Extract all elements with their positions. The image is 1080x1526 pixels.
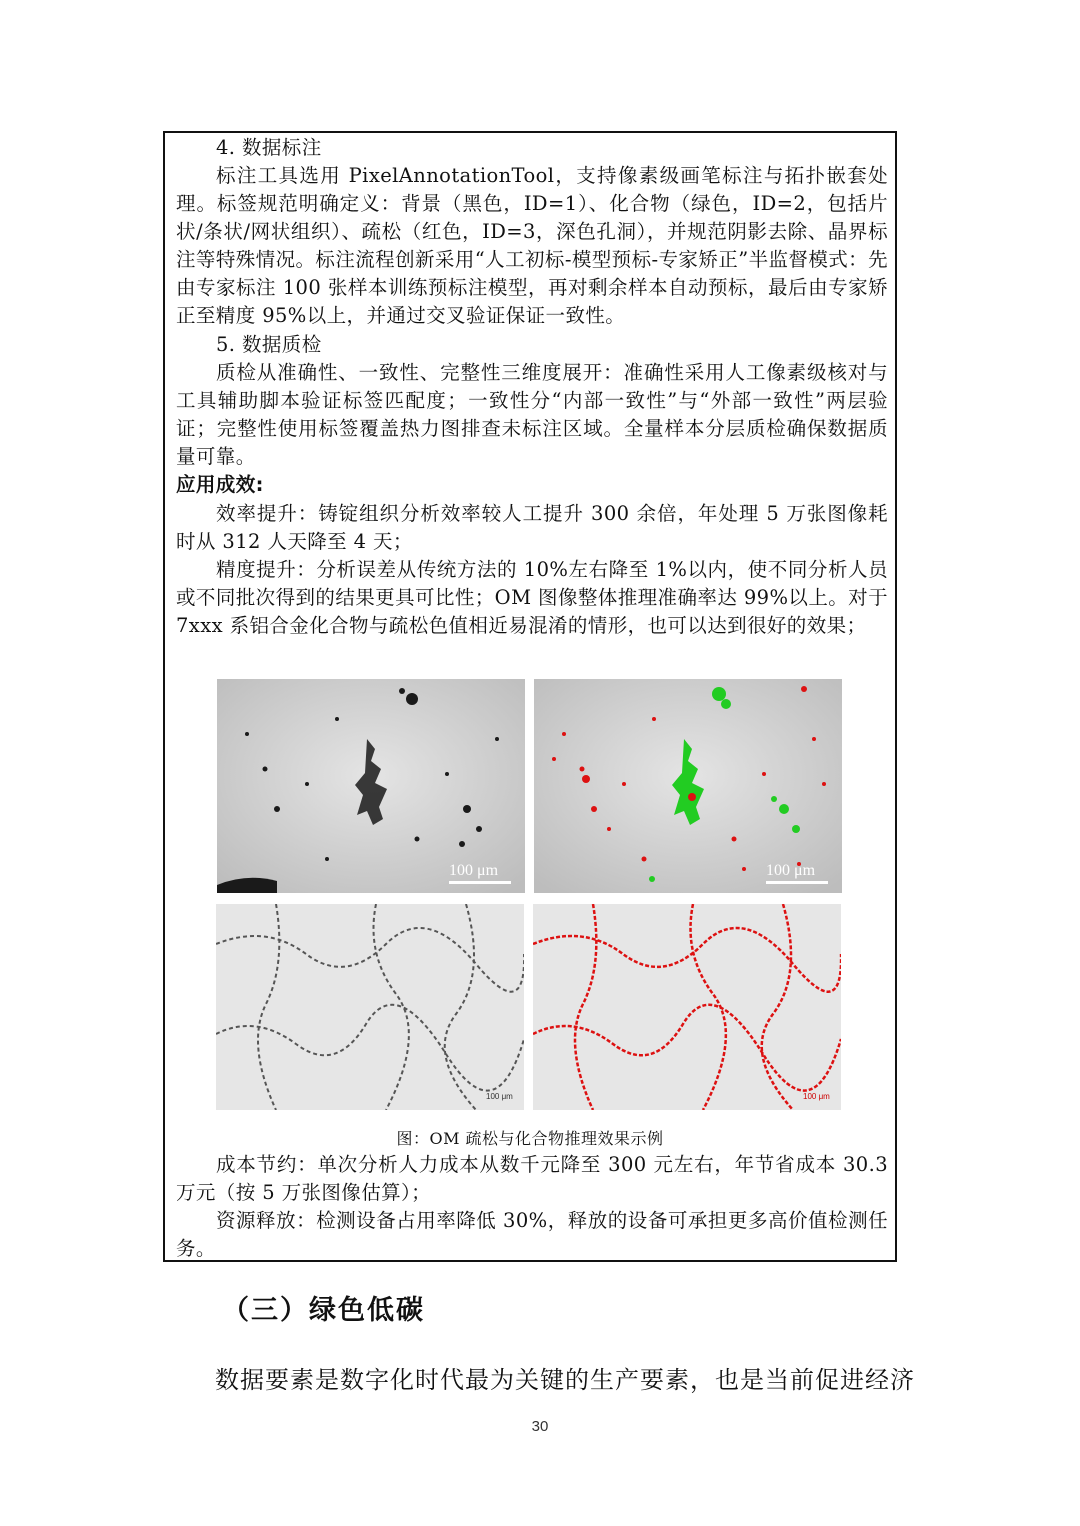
section-title-annotation: 4. 数据标注 [216, 136, 322, 159]
scale-bar [449, 881, 511, 884]
micrograph-porosity-inference [534, 679, 842, 893]
scale-label-bottom-left: 100 μm [486, 1092, 513, 1101]
paragraph-qc: 质检从准确性、一致性、完整性三维度展开：准确性采用人工像素级核对与工具辅助脚本验证标签匹配度；一致性分“内部一致性”与“外部一致性”两层验证；完整性使用标签覆盖热力图排查未标注区域。全量样本分层质检确保数据质量可靠。 [176, 361, 888, 468]
scale-label-top-right: 100 μm [766, 862, 816, 879]
micrograph-compound-original [216, 904, 524, 1110]
body-paragraph: 数据要素是数字化时代最为关键的生产要素，也是当前促进经济 [215, 1366, 915, 1394]
micrograph-compound-inference [533, 904, 841, 1110]
om-image-inference-top [534, 679, 842, 893]
scale-label-bottom-right: 100 μm [803, 1092, 830, 1101]
application-results-heading: 应用成效: [176, 473, 264, 496]
om-image-original-bottom [216, 904, 524, 1110]
paragraph-cost: 成本节约：单次分析人力成本从数千元降至 300 元左右，年节省成本 30.3 万元（按 5 万张图像估算）； [176, 1153, 888, 1204]
section-heading: （三）绿色低碳 [222, 1295, 425, 1326]
paragraph-resources: 资源释放：检测设备占用率降低 30%，释放的设备可承担更多高价值检测任务。 [176, 1209, 888, 1260]
micrograph-porosity-original [217, 679, 525, 893]
paragraph-efficiency: 效率提升：铸锭组织分析效率较人工提升 300 余倍，年处理 5 万张图像耗时从 312 人天降至 4 天； [176, 502, 888, 553]
figure-caption: 图：OM 疏松与化合物推理效果示例 [396, 1129, 664, 1148]
om-image-original-top [217, 679, 525, 893]
section-title-qc: 5. 数据质检 [216, 333, 322, 356]
paragraph-annotation: 标注工具选用 PixelAnnotationTool，支持像素级画笔标注与拓扑嵌套处理。标签规范明确定义：背景（黑色，ID=1）、化合物（绿色，ID=2，包括片状/条状/网状组织）、疏松（红色，ID=3，深色孔洞），并规范阴影去除、晶界标注等特殊情况。标注流程创新采用“人工初标-模型预标-专家矫正”半监督模式：先由专家标注 100 张样本训练预标注模型，再对剩余样本自动预标，最后由专家矫正至精度 95%以上，并通过交叉验证保证一致性。 [176, 164, 888, 327]
page-number: 30 [531, 1418, 549, 1435]
om-image-inference-bottom [533, 904, 841, 1110]
scale-label-top-left: 100 μm [449, 862, 499, 879]
paragraph-accuracy: 精度提升：分析误差从传统方法的 10%左右降至 1%以内，使不同分析人员或不同批次得到的结果更具可比性；OM 图像整体推理准确率达 99%以上。对于 7xxx 系铝合金化合物与疏松色值相近易混淆的情形，也可以达到很好的效果； [176, 558, 888, 637]
scale-bar [766, 881, 828, 884]
